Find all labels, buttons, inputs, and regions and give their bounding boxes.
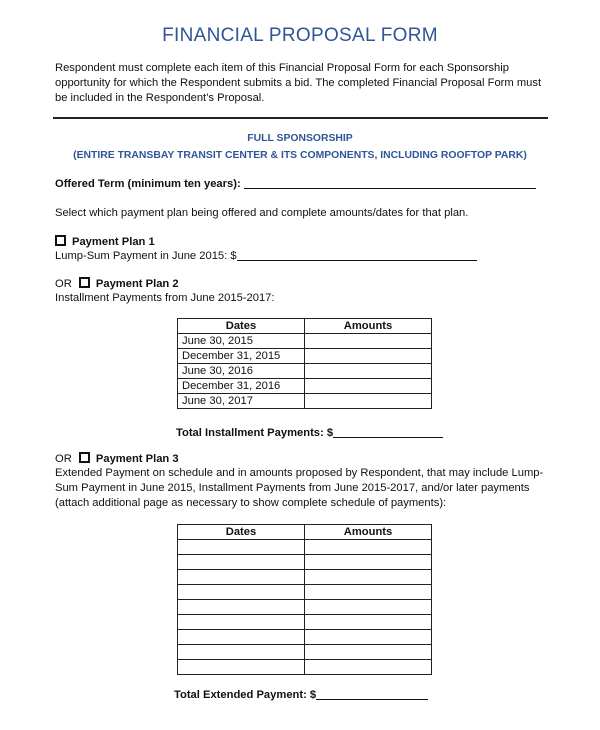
amount-cell[interactable] [305,334,432,349]
amount-cell[interactable] [305,630,432,645]
date-cell: June 30, 2017 [178,394,305,409]
amount-cell[interactable] [305,394,432,409]
table-header-row [178,525,432,540]
amount-cell[interactable] [305,364,432,379]
plan2-label: Payment Plan 2 [95,278,179,290]
table-header-row [178,319,432,334]
plan1-checkbox[interactable] [55,235,66,246]
plan3-or: OR [55,453,72,465]
amounts-header: Amounts [305,319,432,334]
intro-paragraph: Respondent must complete each item of this Financial Proposal Form for each Sponsorship opportunity for which the Respondent submits a bid. The completed Financial Proposal Form must be included in the Respondent’s Proposal. [55,62,542,104]
plan3-option[interactable] [55,452,179,465]
section-subheading: (ENTIRE TRANSBAY TRANSIT CENTER & ITS COMPONENTS, INCLUDING ROOFTOP PARK) [73,150,527,161]
lump-sum-field[interactable] [237,249,477,261]
form-title: FINANCIAL PROPOSAL FORM [162,25,438,46]
table-row [178,600,432,615]
select-instruction: Select which payment plan being offered and complete amounts/dates for that plan. [55,207,469,219]
date-cell[interactable] [178,630,305,645]
date-cell[interactable] [178,660,305,675]
amount-cell[interactable] [305,570,432,585]
date-cell: June 30, 2016 [178,364,305,379]
dates-header: Dates [178,319,305,334]
offered-term-label: Offered Term (minimum ten years): [55,178,241,190]
extended-total-row [174,688,428,701]
amount-cell[interactable] [305,645,432,660]
installment-total-field[interactable] [333,426,443,438]
amount-cell[interactable] [305,349,432,364]
installment-total-label: Total Installment Payments: $ [176,427,334,439]
installment-table [177,318,432,409]
date-cell: December 31, 2015 [178,349,305,364]
date-cell[interactable] [178,540,305,555]
section-heading: FULL SPONSORSHIP [247,133,353,144]
date-cell[interactable] [178,600,305,615]
table-row [178,379,432,394]
table-row [178,645,432,660]
amount-cell[interactable] [305,585,432,600]
plan2-or: OR [55,278,72,290]
divider [53,117,548,119]
date-cell[interactable] [178,645,305,660]
date-cell[interactable] [178,555,305,570]
offered-term-row [55,177,536,190]
plan1-description: Lump-Sum Payment in June 2015: $ [55,250,237,262]
table-row [178,349,432,364]
installment-total-row [176,426,443,439]
plan1-label: Payment Plan 1 [72,236,155,248]
date-cell[interactable] [178,585,305,600]
extended-payment-table [177,524,432,675]
amounts-header: Amounts [305,525,432,540]
table-row [178,660,432,675]
dates-header: Dates [178,525,305,540]
table-row [178,585,432,600]
plan3-label: Payment Plan 3 [95,453,179,465]
plan3-description: Extended Payment on schedule and in amounts proposed by Respondent, that may include Lump-Sum Payment in June 2015, Installment Payments from June 2015-2017, and/or later payments (attach additional page as necessary to show complete schedule of payments): [55,467,544,509]
amount-cell[interactable] [305,379,432,394]
table-row [178,630,432,645]
date-cell[interactable] [178,615,305,630]
date-cell: December 31, 2016 [178,379,305,394]
amount-cell[interactable] [305,600,432,615]
table-row [178,364,432,379]
date-cell: June 30, 2015 [178,334,305,349]
table-row [178,540,432,555]
table-row [178,394,432,409]
amount-cell[interactable] [305,555,432,570]
plan3-checkbox[interactable] [79,452,90,463]
plan2-checkbox[interactable] [79,277,90,288]
table-row [178,570,432,585]
date-cell[interactable] [178,570,305,585]
table-row [178,615,432,630]
plan2-description: Installment Payments from June 2015-2017: [55,292,275,304]
extended-total-field[interactable] [316,688,428,700]
offered-term-field[interactable] [244,177,536,189]
amount-cell[interactable] [305,615,432,630]
extended-total-label: Total Extended Payment: $ [174,689,317,701]
amount-cell[interactable] [305,660,432,675]
plan1-row [55,249,477,262]
plan2-option[interactable] [55,277,179,290]
plan1-option[interactable] [55,235,155,248]
amount-cell[interactable] [305,540,432,555]
table-row [178,555,432,570]
table-row [178,334,432,349]
